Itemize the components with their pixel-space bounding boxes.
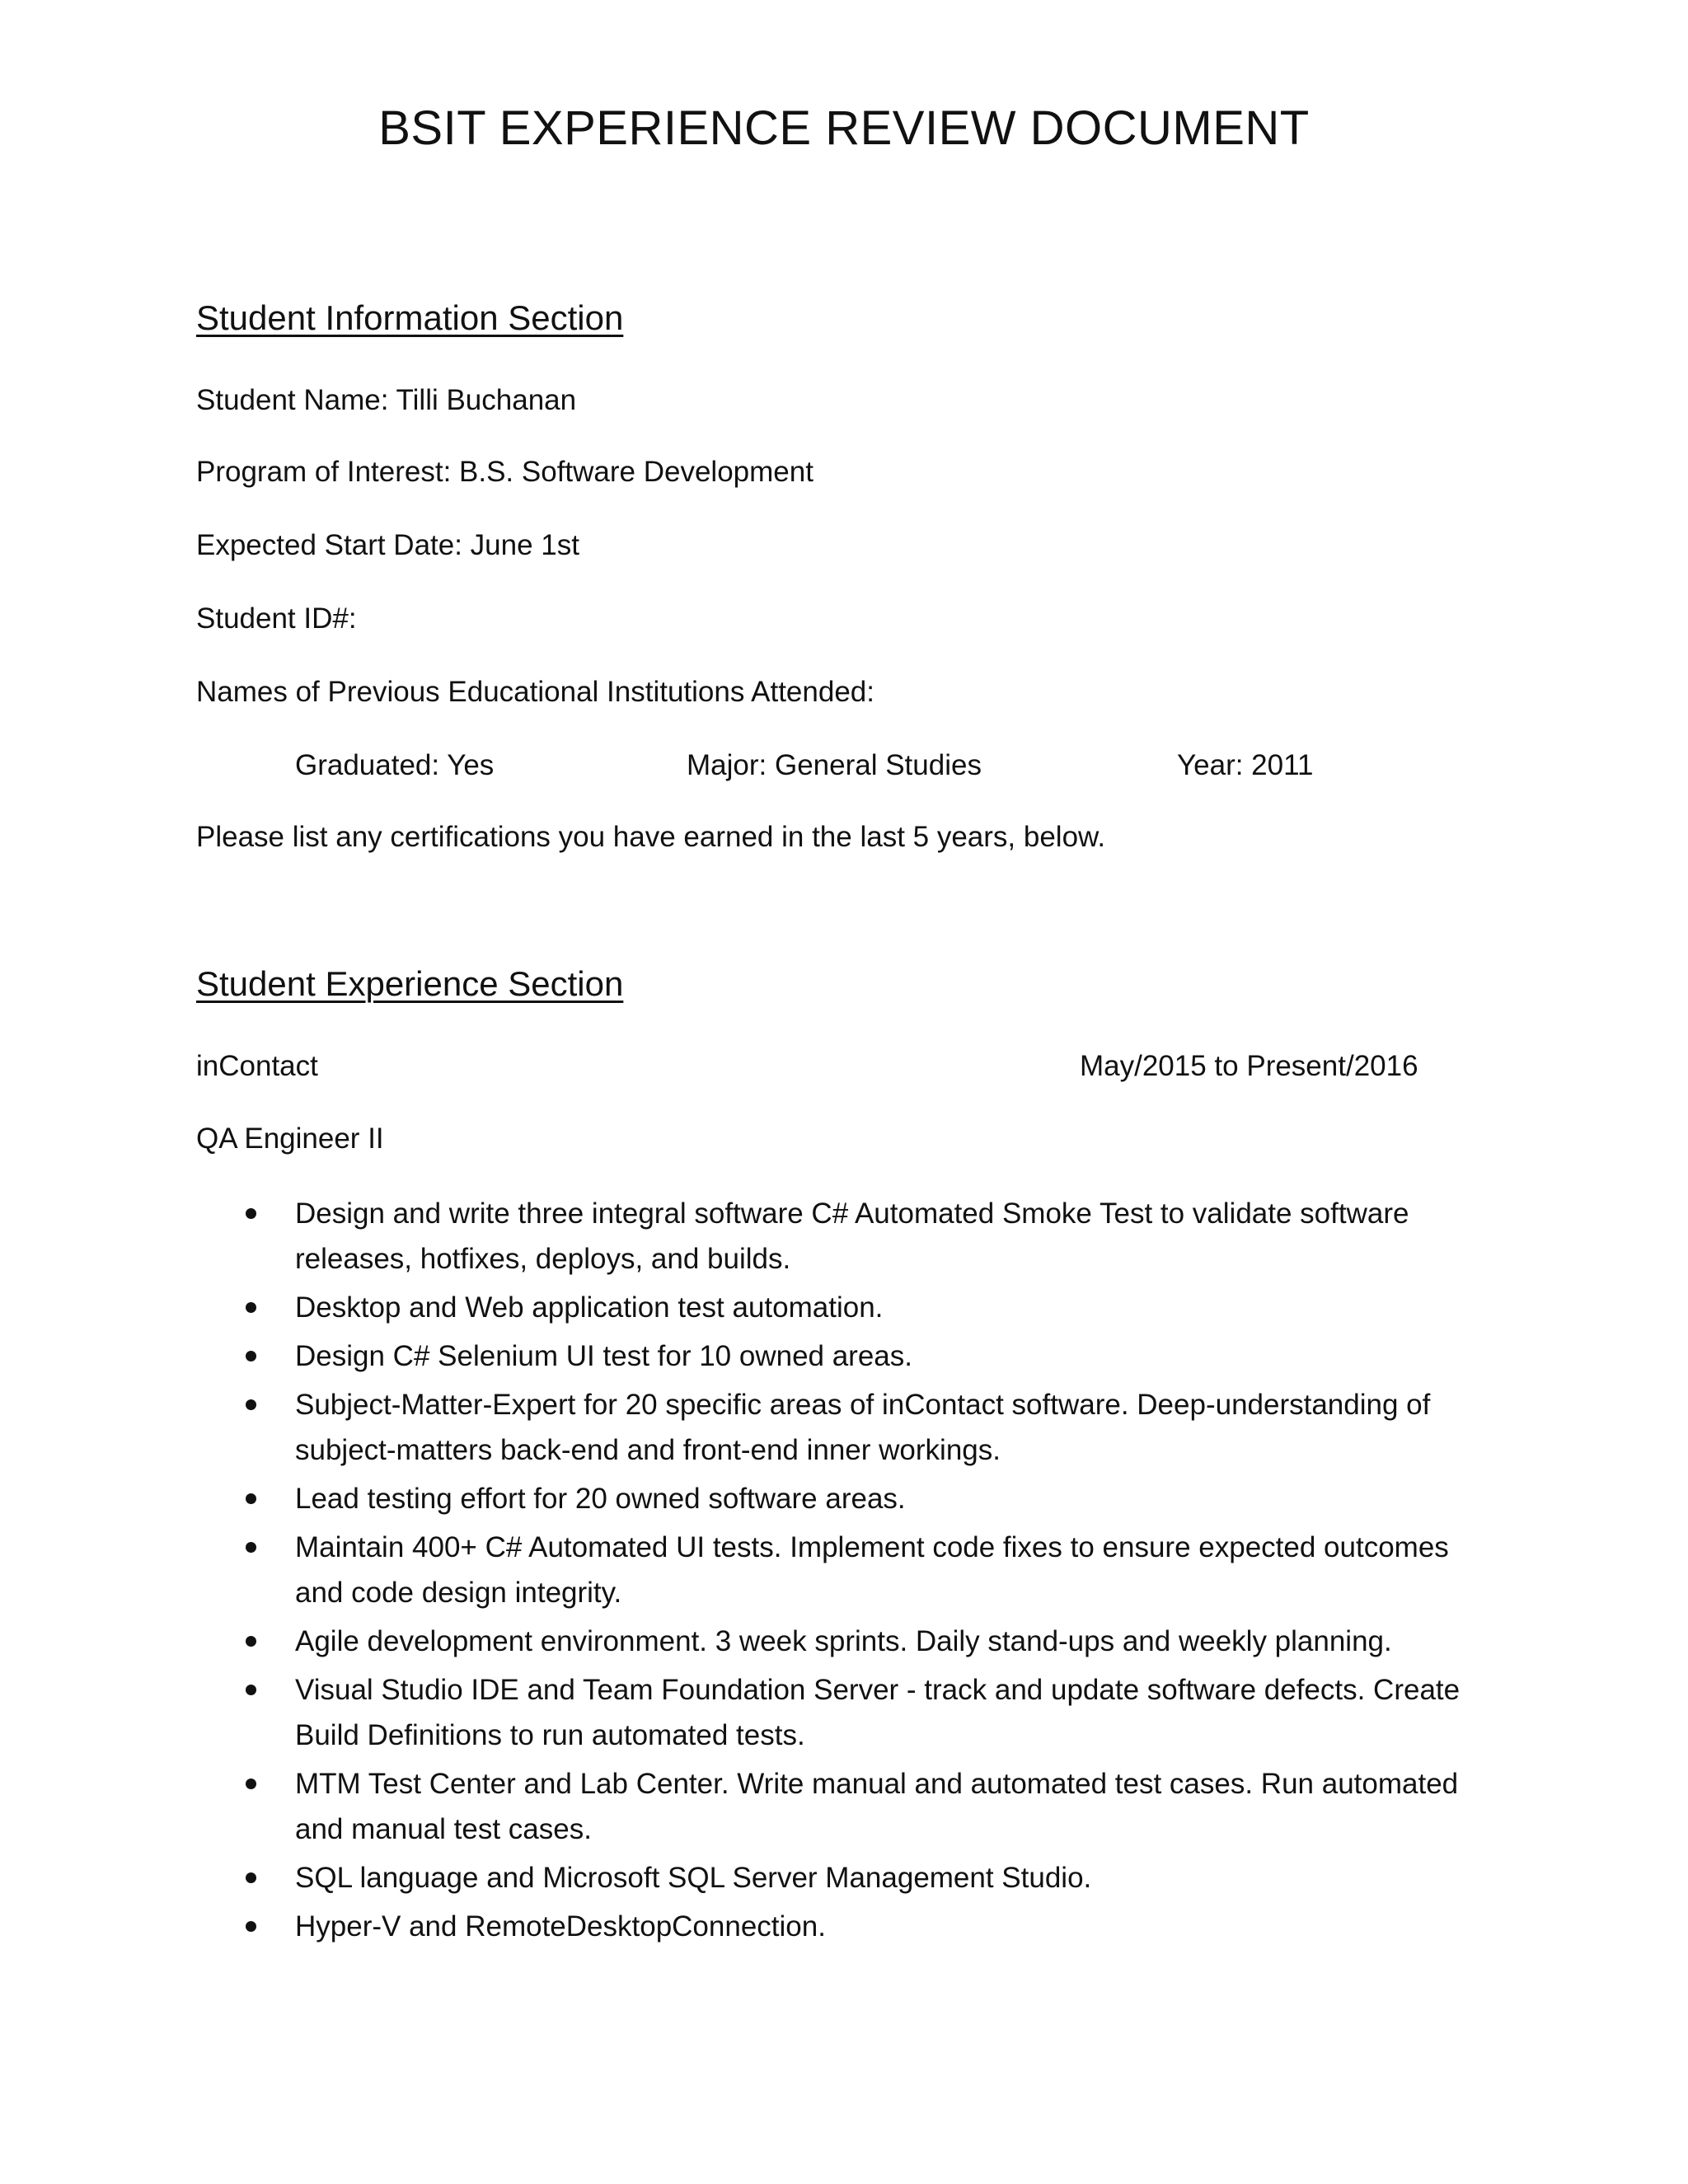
student-id-line: Student ID#: bbox=[196, 602, 357, 635]
bullet-text: Hyper-V and RemoteDesktopConnection. bbox=[295, 1910, 826, 1943]
bullet-item bbox=[196, 1525, 1498, 1615]
graduated-value: Graduated: Yes bbox=[295, 749, 495, 781]
bullet-icon bbox=[246, 1685, 256, 1695]
major-value: Major: General Studies bbox=[687, 749, 982, 781]
bullet-icon bbox=[246, 1302, 256, 1313]
institutions-line: Names of Previous Educational Institutions Attended: bbox=[196, 676, 874, 708]
bullet-icon bbox=[246, 1399, 256, 1410]
year-value: Year: 2011 bbox=[1177, 749, 1314, 781]
bullet-icon bbox=[246, 1872, 256, 1883]
company-name: inContact bbox=[196, 1050, 318, 1082]
bullet-item bbox=[196, 1191, 1498, 1282]
student-info-heading: Student Information Section bbox=[196, 298, 624, 337]
student-experience-heading: Student Experience Section bbox=[196, 964, 624, 1003]
bullet-icon bbox=[246, 1351, 256, 1361]
bullet-item bbox=[196, 1476, 1498, 1521]
employment-dates: May/2015 to Present/2016 bbox=[1080, 1050, 1418, 1082]
bullet-item bbox=[196, 1333, 1498, 1379]
bullet-text: Desktop and Web application test automation. bbox=[295, 1291, 884, 1324]
bullet-text: SQL language and Microsoft SQL Server Management Studio. bbox=[295, 1862, 1092, 1894]
bullet-item bbox=[196, 1382, 1498, 1473]
job-title: QA Engineer II bbox=[196, 1122, 384, 1155]
bullet-item bbox=[196, 1667, 1498, 1758]
certifications-line: Please list any certifications you have earned in the last 5 years, below. bbox=[196, 821, 1106, 853]
document-title: BSIT EXPERIENCE REVIEW DOCUMENT bbox=[378, 101, 1310, 155]
bullet-item bbox=[196, 1904, 1498, 1949]
bullet-icon bbox=[246, 1779, 256, 1789]
bullet-icon bbox=[246, 1636, 256, 1647]
bullet-text: Agile development environment. 3 week sprints. Daily stand-ups and weekly planning. bbox=[295, 1625, 1392, 1657]
bullet-text: MTM Test Center and Lab Center. Write manual and automated test cases. Run automated and manual test cases. bbox=[295, 1768, 1459, 1845]
bullet-text: Maintain 400+ C# Automated UI tests. Implement code fixes to ensure expected outcomes and code design integrity. bbox=[295, 1531, 1449, 1609]
bullet-icon bbox=[246, 1921, 256, 1932]
start-date-line: Expected Start Date: June 1st bbox=[196, 529, 579, 561]
student-name-line: Student Name: Tilli Buchanan bbox=[196, 384, 577, 416]
bullet-item bbox=[196, 1761, 1498, 1852]
bullet-text: Design and write three integral software C# Automated Smoke Test to validate software releases, hotfixes, deploys, and builds. bbox=[295, 1197, 1409, 1275]
experience-bullet-list bbox=[196, 1191, 1498, 1952]
bullet-text: Design C# Selenium UI test for 10 owned areas. bbox=[295, 1340, 912, 1372]
bullet-item bbox=[196, 1619, 1498, 1664]
bullet-text: Subject-Matter-Expert for 20 specific areas of inContact software. Deep-understanding of subject-matters back-end and front-end inner workings. bbox=[295, 1389, 1431, 1466]
bullet-text: Lead testing effort for 20 owned software areas. bbox=[295, 1483, 906, 1515]
bullet-item bbox=[196, 1855, 1498, 1900]
program-line: Program of Interest: B.S. Software Development bbox=[196, 456, 814, 488]
bullet-item bbox=[196, 1285, 1498, 1330]
bullet-icon bbox=[246, 1208, 256, 1219]
bullet-icon bbox=[246, 1542, 256, 1553]
bullet-text: Visual Studio IDE and Team Foundation Server - track and update software defects. Create Build Definitions to run automated tests. bbox=[295, 1674, 1461, 1751]
bullet-icon bbox=[246, 1493, 256, 1504]
